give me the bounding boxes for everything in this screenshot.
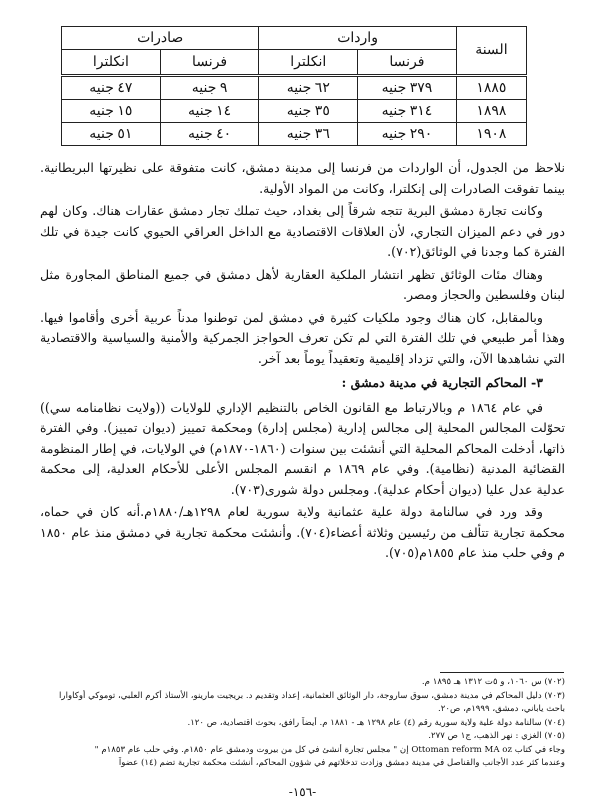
cell-imports-france: ٣٧٩ جنيه: [358, 76, 457, 100]
cell-exports-france: ٤٠ جنيه: [160, 123, 259, 146]
paragraph: وكانت تجارة دمشق البرية تتجه شرقاً إلى بغداد، حيث تملك تجار دمشق عقارات هناك. وكان لهم دور في دعم الميزان التجاري، لأن العلاقات الاقتصادية مع الداخل العراقي الحيوي كانت جيدة في تلك الفترة كما وجدنا في الوثائق(٧٠٢).: [40, 203, 565, 259]
footnote-divider: [440, 672, 564, 673]
paragraph: نلاحظ من الجدول، أن الواردات من فرنسا إلى مدينة دمشق، كانت متفوقة على نظيرتها البريطانية. بينما تفوقت الصادرات إلى إنكلترا، وكانت من المواد الأولية.: [40, 160, 565, 196]
footnote: (٧٠٤) سالنامة دولة علية ولاية سورية رقم (٤) عام ١٢٩٨ هـ - ١٨٨١ م. أيضاً رافق، بحوث اقتصادية، ص ١٢٠.: [187, 717, 565, 728]
trade-table: [61, 26, 527, 146]
table-row: [62, 100, 527, 123]
footnote: (٧٠٣) دليل المحاكم في مدينة دمشق، سوق ساروجة، دار الوثائق العثمانية، إعداد وتقديم د. بريجيت مارينو، الأستاذ أكرم العلبي، توموكي أوكاوارا باحث ياباني، دمشق، ١٩٩٩م، ص٢٠.: [59, 690, 565, 714]
header-year: السنة: [456, 27, 526, 76]
paragraph: وقد ورد في سالنامة دولة علية عثمانية ولاية سورية لعام ١٢٩٨هـ/١٨٨٠م.أنه كان في حماه، محكمة تجارية تتألف من رئيسين وثلاثة أعضاء(٧٠٤). وأنشئت محكمة تجارية في دمشق منذ عام ١٨٥٠ م وفي حلب منذ عام ١٨٥٥م(٧٠٥).: [40, 504, 565, 560]
cell-year: ١٩٠٨: [456, 123, 526, 146]
cell-imports-england: ٦٢ جنيه: [259, 76, 358, 100]
header-imports-england: انكلترا: [259, 50, 358, 76]
cell-imports-france: ٣١٤ جنيه: [358, 100, 457, 123]
cell-year: ١٨٩٨: [456, 100, 526, 123]
cell-exports-england: ٥١ جنيه: [62, 123, 161, 146]
footnotes: [40, 676, 565, 771]
footnote: (٧٠٢) س ١٠٦٠، و ٥ت ١٣١٢ هـ ١٨٩٥ م.: [421, 677, 565, 687]
cell-exports-england: ٤٧ جنيه: [62, 76, 161, 100]
header-exports-england: انكلترا: [62, 50, 161, 76]
cell-exports-england: ١٥ جنيه: [62, 100, 161, 123]
cell-year: ١٨٨٥: [456, 76, 526, 100]
header-imports-france: فرنسا: [358, 50, 457, 76]
header-exports-france: فرنسا: [160, 50, 259, 76]
cell-exports-france: ١٤ جنيه: [160, 100, 259, 123]
paragraph: وهناك مئات الوثائق تظهر انتشار الملكية العقارية لأهل دمشق في جميع المناطق المجاورة مثل لبنان وفلسطين والحجاز ومصر.: [40, 266, 565, 302]
cell-imports-england: ٣٥ جنيه: [259, 100, 358, 123]
cell-exports-france: ٩ جنيه: [160, 76, 259, 100]
table-row: [62, 123, 527, 146]
paragraph: في عام ١٨٦٤ م وبالارتباط مع القانون الخاص بالتنظيم الإداري للولايات ((ولايت نظامنامه سي)) تحوّلت المجالس المحلية إلى مجالس إدارية (مجلس إدارة) ومحكمة تمييز (ديوان تمييز). وفي الفترة ذاتها، أدخلت المحاكم المحلية التي أنشئت بين سنوات (١٨٦٠-١٨٧٠م) في الولايات، في إطار المنظومة القضائية المدنية (نظامية). وفي عام ١٨٦٩ م انقسم المجلس الأعلى للأحكام العدلية، إلى محكمة عدلية عدل عليا (ديوان أحكام عدلية). ومجلس دولة شورى(٧٠٣).: [40, 399, 566, 497]
header-imports: واردات: [259, 27, 456, 50]
body-text: [40, 158, 565, 566]
cell-imports-france: ٢٩٠ جنيه: [358, 123, 457, 146]
header-exports: صادرات: [62, 27, 259, 50]
paragraph: وبالمقابل، كان هناك وجود ملكيات كثيرة في دمشق لمن توطنوا مدناً عربية أخرى وأقاموا فيها. وهذا أمر طبيعي في تلك الفترة التي لم تكن تعرف الحواجز الجمركية والأمنية والسياسية والاقتصادية التي نشاهدها الآن، والتي تزداد إقليمية وتعقيداً يوماً بعد آخر.: [40, 309, 565, 366]
section-heading: ٣- المحاكم التجارية في مدينة دمشق :: [341, 375, 543, 390]
cell-imports-england: ٣٦ جنيه: [259, 123, 358, 146]
footnote: وعندما كثر عدد الأجانب والقناصل في مدينة دمشق وزادت تدخلاتهم في شؤون المحاكم، أنشئت محكمة تجارية تضم (١٤) عضواً: [118, 758, 565, 768]
table-row: [62, 76, 527, 100]
footnote: (٧٠٥) الغزي : نهر الذهب، ج١ ص ٢٧٧.: [428, 731, 565, 741]
footnote: وجاء في كتاب Ottoman reform MA oz إن " مجلس تجارة أنشئ في كل من بيروت ودمشق عام ١٨٥٠م. وفي حلب عام ١٨٥٣م ": [94, 744, 565, 755]
page-number: -١٥٦-: [288, 785, 317, 799]
